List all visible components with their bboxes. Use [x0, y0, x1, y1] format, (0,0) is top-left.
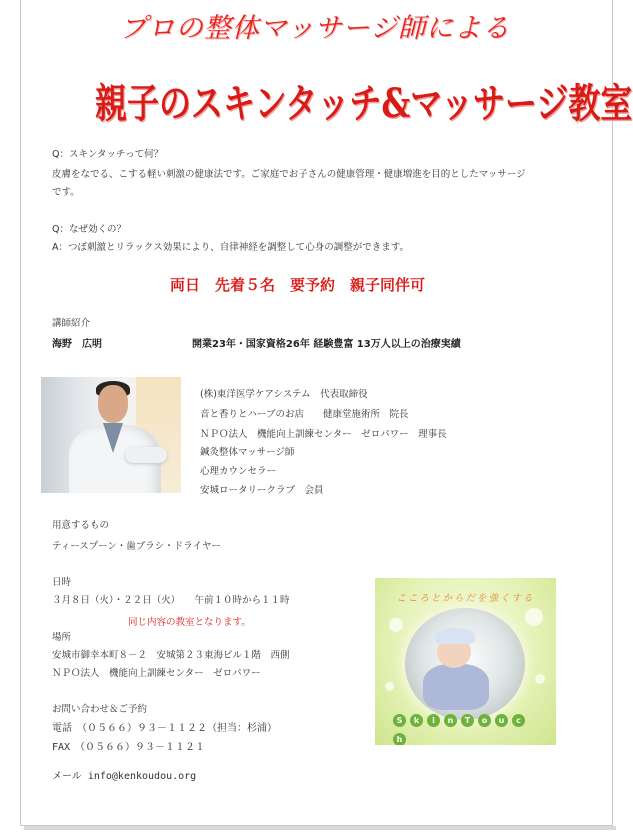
- card-tagline: こころとからだを強くする: [396, 593, 535, 604]
- schedule-value: ３月８日（火）・２２日（火） 午前１０時から１１時: [52, 595, 290, 606]
- contact-fax: FAX （０５６６）９３－１１２１: [52, 742, 206, 753]
- items-value: ティースプーン・歯ブラシ・ドライヤー: [52, 541, 222, 552]
- answer-1-line-1: 皮膚をなでる、こする軽い刺激の健康法です。ご家庭でお子さんの健康管理・健康増進を目的としたマッサージ: [52, 169, 526, 180]
- answer-1-line-2: です。: [52, 187, 80, 198]
- skin-touch-logo: [393, 710, 543, 744]
- instructor-photo: [41, 377, 181, 493]
- schedule-heading: 日時: [52, 577, 72, 588]
- logo-letter: i: [427, 714, 440, 727]
- logo-letter: k: [410, 714, 423, 727]
- question-1: Q：スキンタッチって何？: [52, 149, 164, 160]
- contact-email[interactable]: メール info@kenkoudou.org: [52, 771, 197, 782]
- logo-letter: T: [461, 714, 474, 727]
- contact-heading: お問い合わせ＆ご予約: [52, 704, 148, 715]
- logo-letter: S: [393, 714, 406, 727]
- logo-letter: h: [393, 733, 406, 745]
- venue-heading: 場所: [52, 632, 72, 643]
- title-line-2: 親子のスキンタッチ&マッサージ教室: [95, 79, 633, 127]
- instructor-name: 海野 広明: [52, 339, 102, 350]
- answer-2-line-1: A：つぼ刺激とリラックス効果により、自律神経を調整して心身の調整ができます。: [52, 242, 409, 253]
- bio-line: (株)東洋医学ケアシステム 代表取締役: [200, 389, 368, 400]
- instructor-heading: 講師紹介: [52, 318, 91, 329]
- instructor-credentials: 開業23年・国家資格26年 経験豊富 13万人以上の治療実績: [192, 339, 461, 350]
- baby-photo-card: [375, 578, 556, 745]
- items-heading: 用意するもの: [52, 520, 110, 531]
- bio-line: 鍼灸整体マッサージ師: [200, 447, 295, 458]
- event-banner: 両日 先着５名 要予約 親子同伴可: [170, 276, 426, 294]
- logo-letter: u: [495, 714, 508, 727]
- venue-organization: ＮＰＯ法人 機能向上訓練センター ゼロパワー: [52, 668, 261, 679]
- bio-line: 安城ロータリークラブ 会員: [200, 485, 324, 496]
- question-2: Q：なぜ効くの？: [52, 224, 126, 235]
- logo-letter: n: [444, 714, 457, 727]
- title-line-1: プロの整体マッサージ師による: [119, 13, 511, 44]
- logo-letter: o: [478, 714, 491, 727]
- schedule-note: 同じ内容の教室となります。: [128, 617, 251, 628]
- logo-letter: c: [512, 714, 525, 727]
- bio-line: 心理カウンセラー: [200, 466, 277, 477]
- venue-address: 安城市御幸本町８－２ 安城第２３東海ビル１階 西側: [52, 650, 290, 661]
- bio-line: 音と香りとハーブのお店 健康堂施術所 院長: [200, 409, 409, 420]
- bio-line: ＮＰＯ法人 機能向上訓練センター ゼロパワー 理事長: [200, 429, 447, 440]
- page-shadow: [24, 826, 616, 830]
- contact-phone: 電話 （０５６６）９３－１１２２（担当：杉浦）: [52, 723, 277, 734]
